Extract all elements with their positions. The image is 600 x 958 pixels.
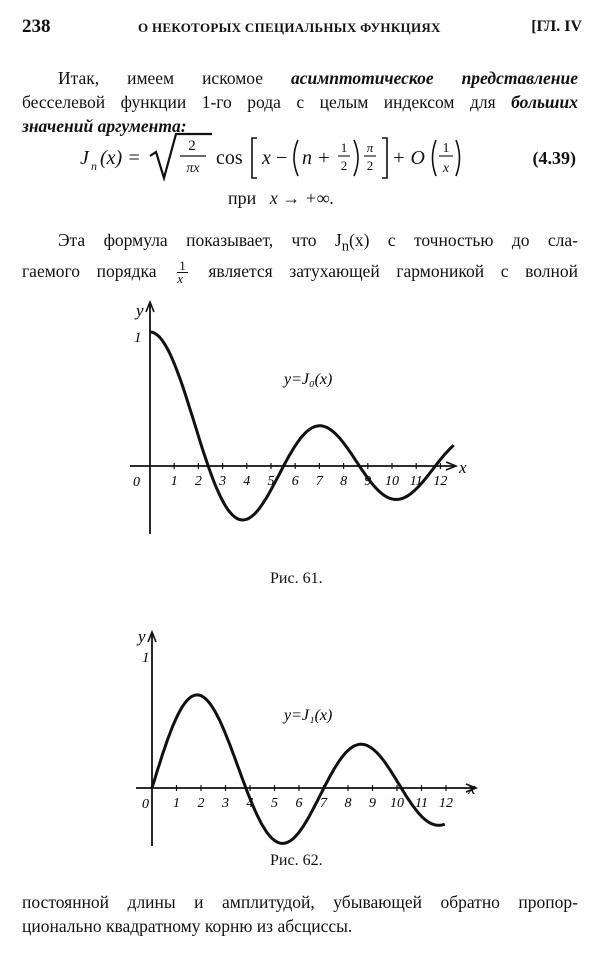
- x-tick-label: 9: [369, 796, 376, 811]
- svg-text:2: 2: [340, 158, 348, 173]
- svg-text:J: J: [80, 147, 89, 169]
- x-tick-label: 1: [173, 796, 180, 811]
- paragraph-asymptotic: Итак, имеем искомое асимптотическое представление бесселевой функции 1-го рода с целым индексом для больших значений аргумента:: [22, 68, 578, 136]
- x-tick-label: 8: [344, 796, 352, 811]
- chapter-label: [ГЛ. IV: [531, 18, 582, 35]
- x-tick-label: 2: [197, 796, 205, 811]
- svg-text:+ O: + O: [392, 147, 425, 169]
- x-tick-label: 6: [291, 474, 299, 489]
- figure-bessel-j1: [116, 628, 486, 848]
- x-tick-label: 9: [364, 474, 372, 489]
- y-axis-label: y: [136, 301, 144, 320]
- origin-label: 0: [133, 475, 140, 490]
- function-label-j0: y=J₀(x): [284, 371, 333, 388]
- svg-text:1: 1: [340, 140, 348, 155]
- x-tick-label: 7: [315, 474, 323, 489]
- asymptotic-formula: [80, 132, 520, 184]
- x-tick-label: 10: [390, 796, 404, 811]
- x-tick-label: 4: [243, 474, 251, 489]
- x-tick-label: 8: [340, 474, 348, 489]
- x-tick-label: 2: [194, 474, 202, 489]
- svg-text:π: π: [366, 140, 374, 155]
- svg-text:2: 2: [366, 158, 374, 173]
- x-tick-label: 10: [385, 474, 399, 489]
- x-tick-label: 7: [320, 796, 327, 811]
- running-title: О НЕКОТОРЫХ СПЕЦИАЛЬНЫХ ФУНКЦИЯХ: [138, 20, 441, 35]
- x-tick-label: 6: [295, 796, 303, 811]
- x-tick-label: 5: [271, 796, 278, 811]
- svg-text:x: x: [442, 161, 450, 176]
- svg-text:1: 1: [442, 141, 450, 156]
- y-axis-label: y: [138, 628, 146, 646]
- function-label-j1: y=J₁(x): [284, 707, 333, 724]
- x-tick-label: 12: [433, 474, 448, 489]
- y-tick-1: 1: [134, 330, 142, 346]
- x-tick-label: 3: [219, 474, 227, 489]
- x-tick-label: 4: [246, 796, 254, 811]
- figure-bessel-j0: [116, 298, 486, 538]
- equation-number: (4.39): [532, 148, 576, 168]
- svg-text:cos: cos: [216, 147, 243, 169]
- x-axis-label: x: [459, 458, 467, 477]
- fraction-one-over-x: $\frac{1}{x}$: [177, 257, 186, 286]
- svg-text:πx: πx: [186, 161, 200, 176]
- x-tick-label: 3: [222, 796, 229, 811]
- paragraph-formula-meaning: Эта формула показывает, что $J_n(x)$ с точностью до сла- гаемого порядка $\frac{1}{x}$ является затухающей гармоникой с волной: [22, 230, 579, 286]
- x-axis-label: x: [468, 779, 476, 798]
- x-tick-label: 5: [267, 474, 275, 489]
- x-tick-label: 11: [415, 796, 428, 811]
- svg-text:(x) =: (x) =: [100, 147, 141, 169]
- x-tick-label: 12: [439, 796, 453, 811]
- origin-label: 0: [142, 797, 149, 812]
- x-tick-label: 1: [170, 474, 178, 489]
- y-tick-1: 1: [142, 650, 150, 666]
- j0-curve: [150, 332, 454, 520]
- page-header: [22, 16, 582, 42]
- svg-text:−: −: [276, 147, 288, 169]
- svg-text:2: 2: [188, 138, 196, 154]
- paragraph-amplitude: постоянной длины и амплитудой, убывающей обратно пропор- ционально квадратному корню из абсциссы.: [22, 892, 578, 936]
- figure-62-caption: Рис. 62.: [270, 852, 323, 869]
- svg-text:x: x: [262, 147, 271, 169]
- svg-text:n: n: [91, 159, 97, 173]
- svg-text:n +: n +: [302, 147, 331, 169]
- figure-61-caption: Рис. 61.: [270, 570, 323, 587]
- page-number: 238: [22, 16, 51, 37]
- x-tick-label: 11: [409, 474, 423, 489]
- formula-condition: при x → +∞.: [228, 188, 335, 208]
